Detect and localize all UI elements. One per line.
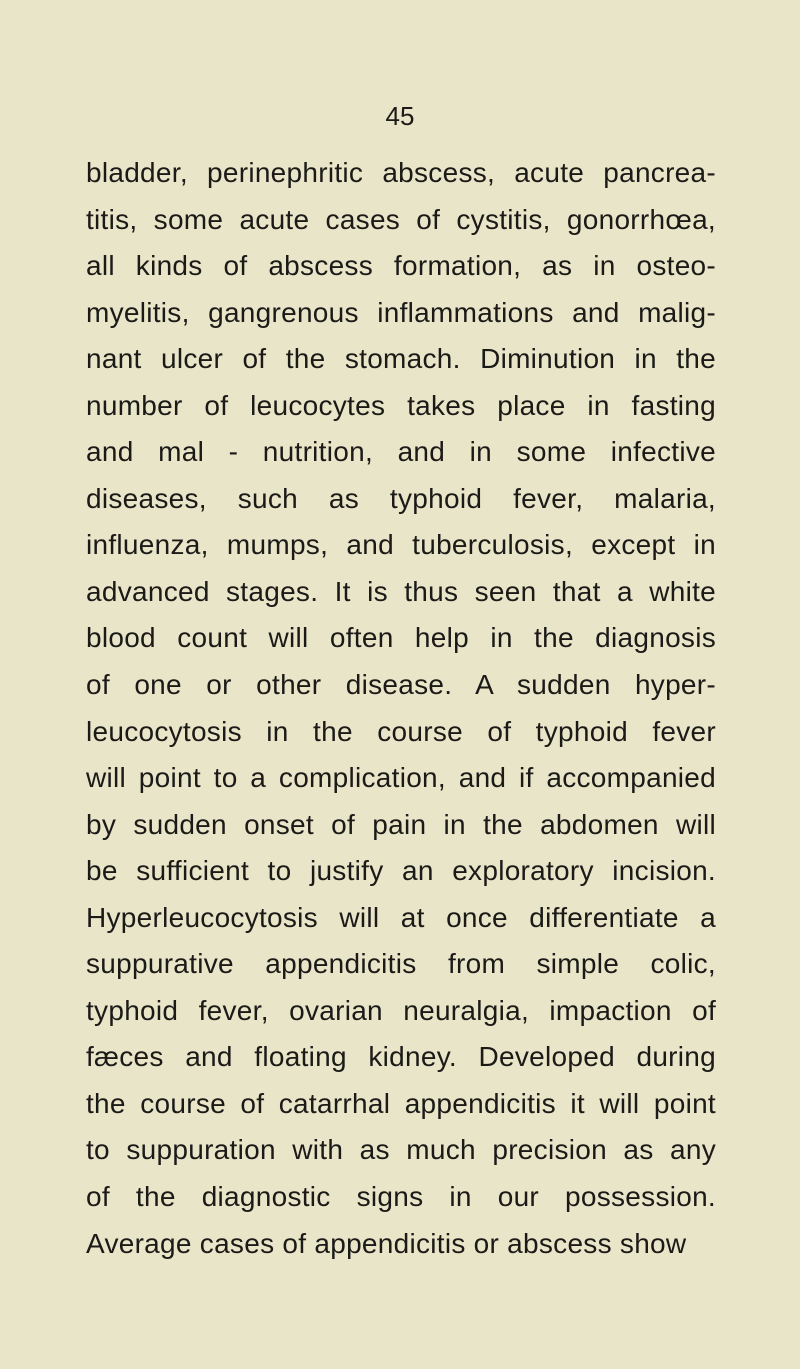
page-number: 45 xyxy=(385,101,415,131)
text-line: Average cases of appendicitis or abscess show xyxy=(86,1227,687,1259)
text-line: be sufficient to justify an exploratory incision. xyxy=(86,855,716,887)
text-line: number of leucocytes takes place in fasting xyxy=(86,389,716,421)
text-line: and mal - nutrition, and in some infective xyxy=(86,436,716,468)
text-line: of the diagnostic signs in our possession. xyxy=(86,1181,716,1213)
body-text xyxy=(86,150,716,1267)
text-line: myelitis, gangrenous inflammations and malig- xyxy=(86,296,716,328)
text-line: by sudden onset of pain in the abdomen will xyxy=(86,808,716,840)
text-line: to suppuration with as much precision as any xyxy=(86,1134,716,1166)
text-line: leucocytosis in the course of typhoid fever xyxy=(86,715,716,747)
text-line: influenza, mumps, and tuberculosis, except in xyxy=(86,529,716,561)
text-line: nant ulcer of the stomach. Diminution in the xyxy=(86,343,716,375)
text-line: diseases, such as typhoid fever, malaria, xyxy=(86,482,716,514)
text-line: will point to a complication, and if accompanied xyxy=(86,762,716,794)
text-line: typhoid fever, ovarian neuralgia, impaction of xyxy=(86,994,716,1026)
text-line: suppurative appendicitis from simple colic, xyxy=(86,948,716,980)
text-line: of one or other disease. A sudden hyper- xyxy=(86,669,716,701)
text-line: bladder, perinephritic abscess, acute pancrea- xyxy=(86,157,716,188)
text-line: fæces and floating kidney. Developed during xyxy=(86,1041,716,1073)
text-line: Hyperleucocytosis will at once differentiate a xyxy=(86,901,716,933)
text-line: blood count will often help in the diagnosis xyxy=(86,622,716,654)
text-line: the course of catarrhal appendicitis it will point xyxy=(86,1087,716,1119)
text-line: titis, some acute cases of cystitis, gonorrhœa, xyxy=(86,203,716,235)
text-line: all kinds of abscess formation, as in osteo- xyxy=(86,250,716,282)
text-line: advanced stages. It is thus seen that a white xyxy=(86,575,716,607)
